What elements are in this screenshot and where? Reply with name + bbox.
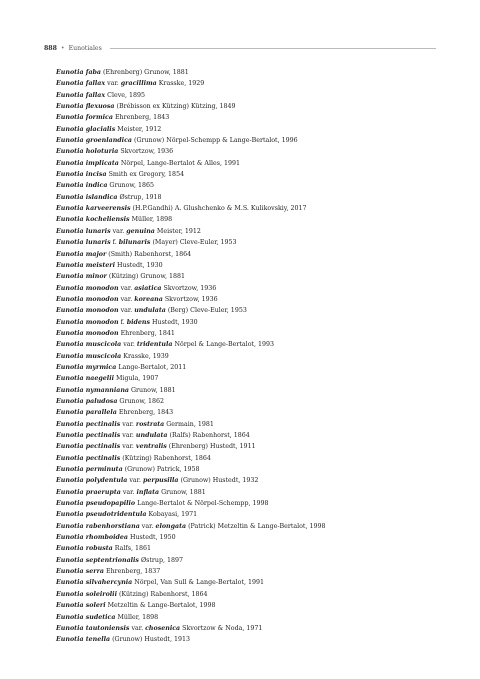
list-item <box>56 124 456 135</box>
list-item <box>56 305 456 316</box>
list-item <box>56 532 456 543</box>
taxon-name: Eunotia muscicola <box>56 341 122 349</box>
taxon-name: bilunaris <box>118 239 151 247</box>
taxon-authority: Lange-Bertalot & Nörpel-Schempp, 1998 <box>135 500 269 508</box>
taxon-name: Eunotia monodon <box>56 295 119 303</box>
taxon-authority: Lange-Bertalot, 2011 <box>116 363 187 371</box>
taxon-authority: Ralfs, 1861 <box>112 545 152 553</box>
taxon-authority: (Ehrenberg) Hustedt, 1911 <box>166 443 256 451</box>
taxon-name: Eunotia incisa <box>56 171 107 179</box>
taxon-authority: Germain, 1981 <box>164 420 214 428</box>
taxon-name: Eunotia muscicola <box>56 352 122 360</box>
taxon-authority: Grunow, 1881 <box>129 386 176 394</box>
list-item <box>56 498 456 509</box>
taxon-authority: Krasske, 1939 <box>121 352 169 360</box>
taxon-name: Eunotia monodon <box>56 329 119 337</box>
taxon-name: Eunotia monodon <box>56 284 119 292</box>
taxon-authority: (Brébisson ex Kützing) Kützing, 1849 <box>114 103 236 111</box>
list-item <box>56 146 456 157</box>
taxon-authority: Skvortzow, 1936 <box>162 295 218 303</box>
taxon-authority: var. <box>120 432 136 439</box>
taxon-authority: (Kützing) Rabenhorst, 1864 <box>116 590 208 598</box>
taxon-name: Eunotia naegelii <box>56 375 114 383</box>
taxon-authority: Grunow, 1862 <box>117 397 165 405</box>
taxon-name: Eunotia formica <box>56 114 113 122</box>
taxon-name: Eunotia polydentula <box>56 477 128 485</box>
taxon-name: Eunotia indica <box>56 182 108 190</box>
taxon-name: Eunotia pectinalis <box>56 432 121 439</box>
taxon-name: Eunotia soleirolii <box>56 590 117 598</box>
list-item <box>56 623 456 634</box>
list-item <box>56 294 456 305</box>
list-item <box>56 577 456 588</box>
taxon-name: Eunotia pectinalis <box>56 420 121 428</box>
taxon-authority: Meister, 1912 <box>154 227 201 235</box>
list-item <box>56 90 456 101</box>
list-item <box>56 135 456 146</box>
taxon-authority: Skvortzow, 1936 <box>118 148 174 156</box>
taxon-name: Eunotia soleri <box>56 602 106 610</box>
taxon-authority: f. <box>118 318 127 326</box>
taxon-authority: Skvortzow, 1936 <box>161 284 217 292</box>
list-item <box>56 373 456 384</box>
list-item <box>56 396 456 407</box>
list-item <box>56 169 456 180</box>
taxon-authority: Nörpel, Van Sull & Lange-Bertalot, 1991 <box>132 579 265 587</box>
taxon-name: Eunotia sudetica <box>56 613 116 621</box>
list-item <box>56 249 456 260</box>
list-item <box>56 600 456 611</box>
taxon-authority: Müller, 1898 <box>115 613 159 621</box>
taxon-name: Eunotia flexuosa <box>56 103 115 111</box>
taxon-name: Eunotia lunaris <box>56 239 111 247</box>
taxon-authority: Meister, 1912 <box>115 125 162 133</box>
list-item <box>56 521 456 532</box>
list-item <box>56 385 456 396</box>
taxon-name: Eunotia monodon <box>56 307 119 315</box>
taxon-name: inflata <box>136 488 160 496</box>
taxon-name: Eunotia pseudopapilio <box>56 500 136 508</box>
list-item <box>56 317 456 328</box>
taxon-authority: Krasske, 1929 <box>156 80 205 88</box>
taxon-authority: (Grunow) Hustedt, 1913 <box>110 636 190 644</box>
list-item <box>56 453 456 464</box>
taxon-authority: (Patrick) Metzeltin & Lange-Bertalot, 1998 <box>186 522 326 530</box>
taxon-name: Eunotia pectinalis <box>56 443 121 451</box>
list-item <box>56 464 456 475</box>
taxon-authority: Østrup, 1918 <box>117 193 162 201</box>
taxon-authority: var. <box>120 443 136 451</box>
taxon-name: Eunotia lunaris <box>56 227 111 235</box>
list-item <box>56 362 456 373</box>
taxon-authority: f. <box>110 239 119 247</box>
taxon-name: gracillima <box>120 80 157 88</box>
taxon-authority: Hustedt, 1930 <box>150 318 198 326</box>
taxon-authority: Nörpel, Lange-Bertalot & Alles, 1991 <box>118 159 240 167</box>
taxon-authority: Metzeltin & Lange-Bertalot, 1998 <box>105 602 216 610</box>
list-item <box>56 283 456 294</box>
taxon-authority: Skvortzow & Noda, 1971 <box>180 624 263 632</box>
list-item <box>56 430 456 441</box>
list-item <box>56 612 456 623</box>
taxon-name: genuina <box>126 227 155 235</box>
taxon-authority: var. <box>127 477 143 485</box>
list-item <box>56 237 456 248</box>
taxon-authority: Cleve, 1895 <box>105 91 146 99</box>
taxon-name: ventralis <box>135 443 167 451</box>
taxon-authority: Hustedt, 1950 <box>127 534 176 542</box>
taxon-name: Eunotia septentrionalis <box>56 556 139 564</box>
taxon-name: tridentula <box>136 341 173 349</box>
taxon-authority: Müller, 1898 <box>129 216 173 224</box>
list-item <box>56 192 456 203</box>
list-item <box>56 78 456 89</box>
taxon-name: Eunotia rhomboidea <box>56 534 128 542</box>
taxon-authority: Migula, 1907 <box>113 375 159 383</box>
taxon-authority: var. <box>120 488 137 496</box>
taxon-name: Eunotia glacialis <box>56 125 116 133</box>
list-item <box>56 226 456 237</box>
list-item <box>56 214 456 225</box>
taxon-authority: (Mayer) Cleve-Euler, 1953 <box>150 239 237 247</box>
taxon-authority: Kobayasi, 1971 <box>146 511 198 519</box>
taxon-authority: var. <box>129 624 146 632</box>
list-item <box>56 67 456 78</box>
list-item <box>56 407 456 418</box>
taxon-name: Eunotia minor <box>56 273 107 281</box>
taxon-name: Eunotia tenella <box>56 636 111 644</box>
taxa-list <box>56 67 456 646</box>
taxon-name: rostrata <box>135 420 165 428</box>
taxon-name: Eunotia groenlandica <box>56 137 132 145</box>
list-item <box>56 555 456 566</box>
taxon-authority: (Berg) Cleve-Euler, 1953 <box>165 307 247 315</box>
taxon-name: Eunotia praerupta <box>56 488 121 496</box>
taxon-authority: var. <box>121 341 137 349</box>
list-item <box>56 339 456 350</box>
taxon-name: perpusilla <box>142 477 179 485</box>
list-item <box>56 509 456 520</box>
taxon-name: Eunotia rabenhorstiana <box>56 522 140 530</box>
taxon-name: Eunotia karveerensis <box>56 205 131 213</box>
page-number: 888 <box>44 44 57 52</box>
taxon-name: Eunotia nymanniana <box>56 386 129 394</box>
taxon-name: Eunotia myrmica <box>56 363 117 371</box>
taxon-name: Eunotia major <box>56 250 107 258</box>
taxon-authority: (Ralfs) Rabenhorst, 1864 <box>167 432 250 439</box>
taxon-authority: var. <box>118 295 135 303</box>
taxon-authority: (Grunow) Hustedt, 1932 <box>178 477 259 485</box>
taxon-name: Eunotia tautoniensis <box>56 624 130 632</box>
taxon-name: asiatica <box>134 284 162 292</box>
list-item <box>56 203 456 214</box>
list-item <box>56 487 456 498</box>
taxon-authority: Ehrenberg, 1843 <box>112 114 170 122</box>
list-item <box>56 441 456 452</box>
taxon-name: Eunotia robusta <box>56 545 113 553</box>
taxon-authority: var. <box>105 80 121 88</box>
taxon-authority: var. <box>118 307 135 315</box>
taxon-name: Eunotia perminuta <box>56 466 123 474</box>
list-item <box>56 101 456 112</box>
taxon-name: Eunotia fallax <box>56 80 106 88</box>
taxon-name: Eunotia silvahercynia <box>56 579 133 587</box>
taxon-name: undulata <box>134 307 166 315</box>
taxon-name: elongata <box>155 522 187 530</box>
list-item <box>56 158 456 169</box>
taxon-authority: Grunow, 1881 <box>159 488 206 496</box>
header-rule <box>110 48 436 49</box>
list-item <box>56 566 456 577</box>
taxon-name: undulata <box>135 432 168 439</box>
taxon-authority: Grunow, 1865 <box>107 182 155 190</box>
list-item <box>56 180 456 191</box>
taxon-authority: Ehrenberg, 1843 <box>116 409 174 417</box>
taxon-name: Eunotia meisteri <box>56 261 115 269</box>
taxon-authority: (Grunow) Patrick, 1958 <box>122 466 200 474</box>
section-title: Eunotiales <box>68 44 102 52</box>
taxon-authority: var. <box>110 227 127 235</box>
taxon-authority: Østrup, 1897 <box>138 556 184 564</box>
taxon-name: Eunotia paludosa <box>56 397 118 405</box>
list-item <box>56 543 456 554</box>
taxon-authority: var. <box>120 420 136 428</box>
taxon-authority: Hustedt, 1930 <box>114 261 163 269</box>
taxon-name: bidens <box>126 318 151 326</box>
taxon-authority: (Ehrenberg) Grunow, 1881 <box>101 69 189 76</box>
taxon-authority: (Kützing) Grunow, 1881 <box>106 273 185 281</box>
taxon-authority: Smith ex Gregory, 1854 <box>106 171 185 179</box>
list-item <box>56 475 456 486</box>
taxon-authority: Ehrenberg, 1837 <box>104 568 161 576</box>
taxon-name: Eunotia faba <box>56 69 102 76</box>
taxon-authority: Nörpel & Lange-Bertalot, 1993 <box>172 341 275 349</box>
taxon-name: Eunotia monodon <box>56 318 119 326</box>
list-item <box>56 589 456 600</box>
list-item <box>56 419 456 430</box>
taxon-authority: var. <box>139 522 156 530</box>
list-item <box>56 260 456 271</box>
taxon-name: Eunotia implicata <box>56 159 119 167</box>
taxon-name: Eunotia serra <box>56 568 104 576</box>
list-item <box>56 112 456 123</box>
taxon-name: Eunotia islandica <box>56 193 118 201</box>
taxon-authority: (H.P.Gandhi) A. Glushchenko & M.S. Kulikovskiy, 2017 <box>130 205 307 213</box>
taxon-name: Eunotia parallela <box>56 409 117 417</box>
taxon-name: Eunotia kocheliensis <box>56 216 130 224</box>
list-item <box>56 634 456 645</box>
taxon-authority: (Kützing) Rabenhorst, 1864 <box>120 454 211 462</box>
taxon-name: Eunotia pectinalis <box>56 454 121 462</box>
list-item <box>56 271 456 282</box>
taxon-authority: (Smith) Rabenhorst, 1864 <box>106 250 192 258</box>
running-header <box>44 43 436 53</box>
taxon-name: Eunotia holoturia <box>56 148 119 156</box>
header-separator: • <box>60 44 65 52</box>
taxon-name: Eunotia pseudotridentula <box>56 511 147 519</box>
list-item <box>56 328 456 339</box>
taxon-authority: var. <box>118 284 135 292</box>
taxon-name: koreana <box>134 295 163 303</box>
taxon-name: chosenica <box>145 624 181 632</box>
taxon-authority: (Grunow) Nörpel-Schempp & Lange-Bertalot, 1996 <box>132 137 298 145</box>
taxon-authority: Ehrenberg, 1841 <box>118 329 175 337</box>
list-item <box>56 351 456 362</box>
taxon-name: Eunotia fallax <box>56 91 106 99</box>
